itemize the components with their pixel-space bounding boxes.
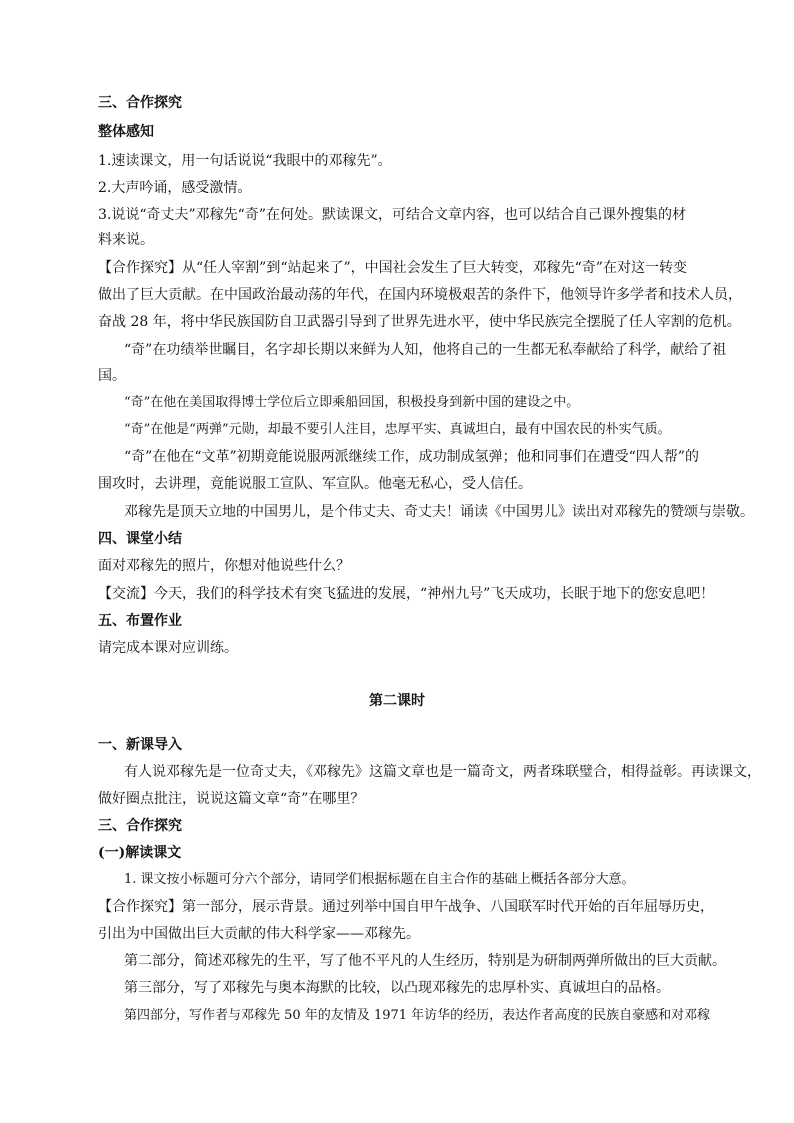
- paragraph: 【交流】今天，我们的科学技术有突飞猛进的发展，“神州九号”飞天成功，长眠于地下的您安息吧！: [98, 586, 715, 602]
- paragraph: 面对邓稼先的照片，你想对他说些什么？: [98, 558, 350, 574]
- section-heading: 一、新课导入: [98, 737, 182, 753]
- section-heading: 三、合作探究: [98, 95, 182, 111]
- subsection-heading: (一)解读课文: [98, 845, 182, 861]
- section-heading: 三、合作探究: [98, 818, 182, 834]
- lesson-title: 第二课时: [369, 693, 425, 709]
- paragraph: 引出为中国做出巨大贡献的伟大科学家——邓稼先。: [98, 926, 420, 942]
- subsection-heading: 整体感知: [98, 124, 154, 140]
- paragraph: 做好圈点批注，说说这篇文章“奇”在哪里？: [98, 791, 365, 807]
- paragraph: “奇”在他在美国取得博士学位后立即乘船回国，积极投身到新中国的建设之中。: [124, 395, 580, 410]
- paragraph: 第四部分，写作者与邓稼先 50 年的友情及 1971 年访华的经历，表达作者高度的民族自豪感和对邓稼: [124, 1008, 711, 1023]
- paragraph: 围攻时，去讲理，竟能说服工宣队、军宣队。他毫无私心，受人信任。: [98, 476, 532, 492]
- section-heading: 五、布置作业: [98, 613, 182, 629]
- paragraph: 【合作探究】第一部分，展示背景。通过列举中国自甲午战争、八国联军时代开始的百年屈辱历史，: [98, 899, 714, 915]
- paragraph: 第三部分，写了邓稼先与奥本海默的比较，以凸现邓稼先的忠厚朴实、真诚坦白的品格。: [124, 980, 670, 996]
- paragraph: 奋战 28 年，将中华民族国防自卫武器引导到了世界先进水平，使中华民族完全摆脱了任人宰割的危机。: [98, 314, 741, 330]
- section-heading: 四、课堂小结: [98, 531, 182, 547]
- paragraph: 3.说说“奇丈夫”邓稼先“奇”在何处。默读课文，可结合文章内容，也可以结合自己课外搜集的材: [98, 207, 686, 223]
- paragraph: 请完成本课对应训练。: [98, 640, 238, 656]
- paragraph: 有人说邓稼先是一位奇丈夫，《邓稼先》这篇文章也是一篇奇文，两者珠联璧合，相得益彰。再读课文，: [124, 764, 761, 780]
- paragraph: 邓稼先是顶天立地的中国男儿，是个伟丈夫、奇丈夫！诵读《中国男儿》读出对邓稼先的赞颂与崇敬。: [124, 504, 754, 520]
- paragraph: “奇”在功绩举世瞩目，名字却长期以来鲜为人知，他将自己的一生都无私奉献给了科学，献给了祖: [124, 342, 727, 358]
- paragraph: 1.速读课文，用一句话说说“我眼中的邓稼先”。: [98, 153, 392, 169]
- paragraph: “奇”在他在“文革”初期竟能说服两派继续工作，成功制成氢弹；他和同事们在遭受“四人帮”的: [124, 449, 699, 465]
- paragraph: “奇”在他是“两弹”元勋，却最不要引人注目，忠厚平实、真诚坦白，最有中国农民的朴实气质。: [124, 422, 671, 437]
- paragraph: 第二部分，简述邓稼先的生平，写了他不平凡的人生经历，特别是为研制两弹所做出的巨大贡献。: [124, 953, 726, 969]
- paragraph: 做出了巨大贡献。在中国政治最动荡的年代，在国内环境极艰苦的条件下，他领导许多学者和技术人员，: [98, 287, 742, 303]
- paragraph: 1. 课文按小标题可分六个部分，请同学们根据标题在自主合作的基础上概括各部分大意。: [124, 872, 635, 887]
- paragraph: 料来说。: [98, 232, 154, 248]
- paragraph: 【合作探究】从“任人宰割”到“站起来了”，中国社会发生了巨大转变，邓稼先“奇”在对这一转变: [98, 260, 687, 276]
- paragraph: 2.大声吟诵，感受激情。: [98, 180, 252, 196]
- paragraph: 国。: [98, 368, 126, 384]
